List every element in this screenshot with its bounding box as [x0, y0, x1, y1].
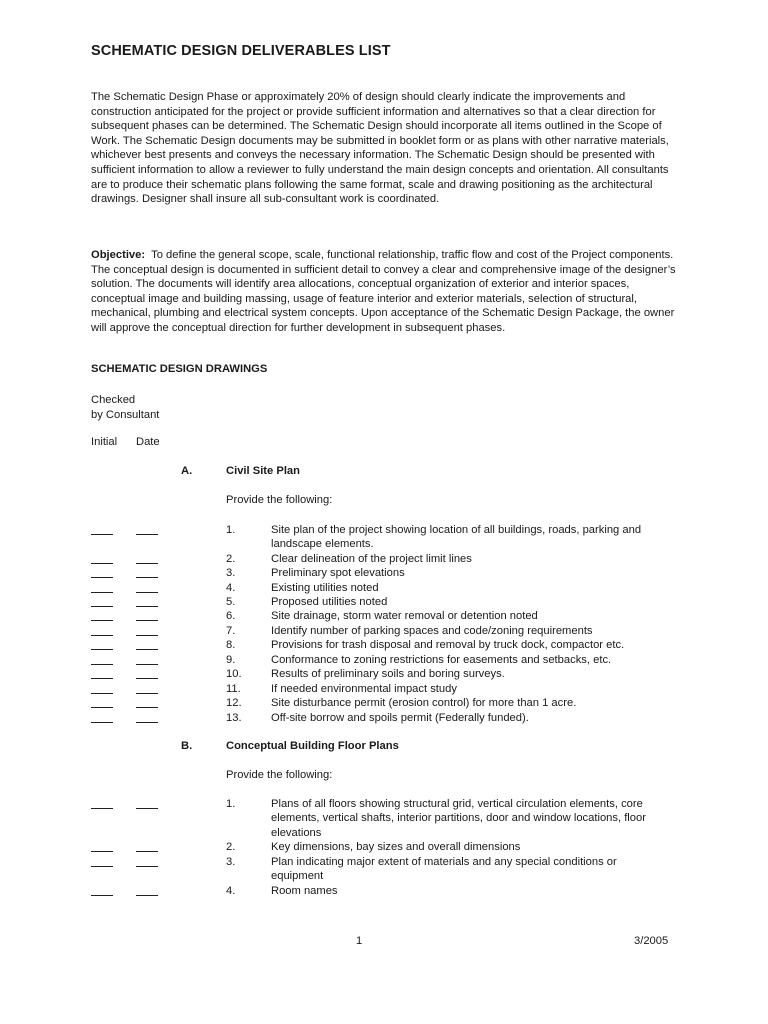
date-blank[interactable] — [136, 884, 158, 896]
drawings-heading: SCHEMATIC DESIGN DRAWINGS — [91, 363, 268, 375]
item-text: Site drainage, storm water removal or detention noted — [271, 610, 538, 622]
item-text: Plans of all floors showing structural grid, vertical circulation elements, core elements, vertical shafts, interior partitions, door and window locations, floor elevations — [271, 798, 646, 839]
section-a-letter: A. — [181, 465, 193, 477]
date-blank[interactable] — [136, 667, 158, 679]
item-number: 10. — [226, 668, 242, 680]
checked-line-2: by Consultant — [91, 408, 160, 421]
date-blank[interactable] — [136, 840, 158, 852]
document-title: SCHEMATIC DESIGN DELIVERABLES LIST — [91, 43, 391, 59]
initial-blank[interactable] — [91, 682, 113, 694]
item-text: Identify number of parking spaces and code/zoning requirements — [271, 625, 593, 637]
item-number: 1. — [226, 798, 236, 810]
date-blank[interactable] — [136, 653, 158, 665]
section-a-provide: Provide the following: — [226, 494, 333, 506]
initial-blank[interactable] — [91, 855, 113, 867]
section-b-title: Conceptual Building Floor Plans — [226, 740, 399, 752]
initial-blank[interactable] — [91, 552, 113, 564]
initial-blank[interactable] — [91, 638, 113, 650]
objective-paragraph — [91, 248, 681, 336]
item-number: 12. — [226, 697, 242, 709]
item-number: 2. — [226, 841, 236, 853]
item-number: 13. — [226, 712, 242, 724]
checked-line-1: Checked — [91, 394, 136, 406]
date-blank[interactable] — [136, 711, 158, 723]
item-number: 2. — [226, 553, 236, 565]
date-blank[interactable] — [136, 638, 158, 650]
revision-date: 3/2005 — [634, 935, 669, 947]
initial-blank[interactable] — [91, 797, 113, 809]
objective-text: To define the general scope, scale, functional relationship, traffic flow and cost of the Project components. The conceptual design is documented in sufficient detail to convey a clear and comprehensive image of the designer’s solution. The documents will identify area allocations, conceptual organization of exterior and interior spaces, conceptual image and building massing, usage of feature interior and exterior materials, selection of structural, mechanical, plumbing and electrical system concepts. Upon acceptance of the Schematic Design Package, the owner will approve the conceptual direction for further development in subsequent phases. — [91, 249, 676, 334]
initial-blank[interactable] — [91, 840, 113, 852]
date-blank[interactable] — [136, 566, 158, 578]
item-text: Existing utilities noted — [271, 582, 379, 594]
page-number: 1 — [356, 935, 363, 947]
item-number: 3. — [226, 856, 236, 868]
item-text: Site disturbance permit (erosion control) for more than 1 acre. — [271, 697, 577, 709]
date-blank[interactable] — [136, 523, 158, 535]
item-number: 6. — [226, 610, 236, 622]
initial-blank[interactable] — [91, 581, 113, 593]
item-number: 11. — [226, 683, 241, 695]
date-blank[interactable] — [136, 595, 158, 607]
item-number: 9. — [226, 654, 236, 666]
item-text: Proposed utilities noted — [271, 596, 388, 608]
checked-by-consultant — [91, 393, 159, 422]
item-text: Conformance to zoning restrictions for easements and setbacks, etc. — [271, 654, 612, 666]
item-number: 4. — [226, 885, 236, 897]
item-text: Clear delineation of the project limit lines — [271, 553, 472, 565]
initial-blank[interactable] — [91, 696, 113, 708]
item-text: Provisions for trash disposal and removal by truck dock, compactor etc. — [271, 639, 625, 651]
item-number: 5. — [226, 596, 236, 608]
column-header-initial: Initial — [91, 436, 118, 448]
column-header-date: Date — [136, 436, 160, 448]
item-number: 4. — [226, 582, 236, 594]
initial-blank[interactable] — [91, 653, 113, 665]
date-blank[interactable] — [136, 624, 158, 636]
objective-label: Objective: — [91, 249, 146, 261]
date-blank[interactable] — [136, 609, 158, 621]
section-b-letter: B. — [181, 740, 193, 752]
item-text: Room names — [271, 885, 338, 897]
date-blank[interactable] — [136, 552, 158, 564]
item-text: Off-site borrow and spoils permit (Federally funded). — [271, 712, 529, 724]
initial-blank[interactable] — [91, 595, 113, 607]
item-text: Plan indicating major extent of materials and any special conditions or equipment — [271, 856, 617, 883]
item-number: 8. — [226, 639, 236, 651]
item-number: 3. — [226, 567, 236, 579]
initial-blank[interactable] — [91, 884, 113, 896]
item-text: Site plan of the project showing location of all buildings, roads, parking and landscape elements. — [271, 524, 642, 551]
initial-blank[interactable] — [91, 711, 113, 723]
initial-blank[interactable] — [91, 566, 113, 578]
item-number: 7. — [226, 625, 236, 637]
section-a-title: Civil Site Plan — [226, 465, 300, 477]
initial-blank[interactable] — [91, 624, 113, 636]
item-text: If needed environmental impact study — [271, 683, 457, 695]
item-text: Key dimensions, bay sizes and overall dimensions — [271, 841, 521, 853]
item-text: Results of preliminary soils and boring surveys. — [271, 668, 505, 680]
item-text: Preliminary spot elevations — [271, 567, 405, 579]
intro-paragraph: The Schematic Design Phase or approximately 20% of design should clearly indicate the improvements and construction anticipated for the project or provide sufficient information and alternatives so that a clear direction for subsequent phases can be determined. The Schematic Design should incorporate all items outlined in the Scope of Work. The Schematic Design documents may be submitted in booklet form or as plans with other narrative materials, whichever best presents and conveys the necessary information. The Schematic Design should be presented with sufficient information to allow a reviewer to fully understand the main design concepts and orientation. All consultants are to produce their schematic plans following the same format, scale and drawing positioning as the architectural drawings. Designer shall insure all sub-consultant work is coordinated. — [91, 91, 669, 206]
date-blank[interactable] — [136, 581, 158, 593]
section-b-provide: Provide the following: — [226, 769, 333, 781]
initial-blank[interactable] — [91, 609, 113, 621]
date-blank[interactable] — [136, 855, 158, 867]
initial-blank[interactable] — [91, 523, 113, 535]
item-number: 1. — [226, 524, 236, 536]
date-blank[interactable] — [136, 696, 158, 708]
initial-blank[interactable] — [91, 667, 113, 679]
date-blank[interactable] — [136, 797, 158, 809]
date-blank[interactable] — [136, 682, 158, 694]
